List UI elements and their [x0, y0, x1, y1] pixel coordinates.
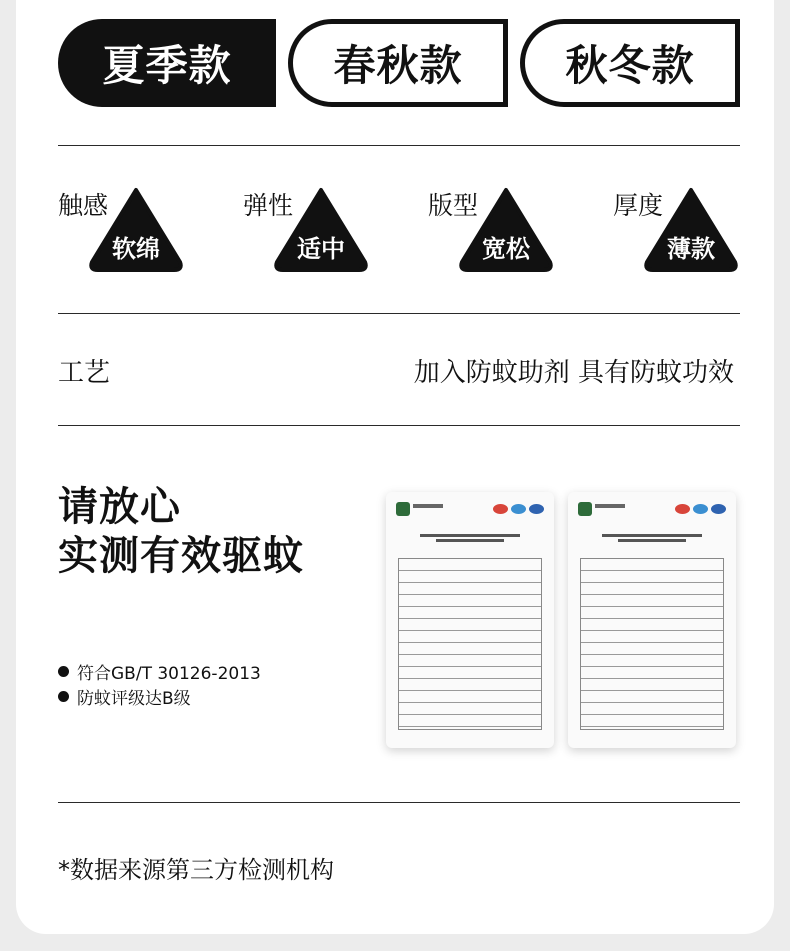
headline-line1: 请放心: [58, 484, 181, 530]
attr-label-touch: 触感: [58, 191, 109, 220]
attr-value-thickness: 薄款: [667, 235, 715, 263]
test-report-image: [386, 492, 554, 748]
certification-marks-icon: [493, 504, 544, 514]
bullet-text: 符合GB/T 30126-2013: [77, 664, 261, 684]
attr-badge-fit: [458, 186, 554, 272]
test-report-image: [568, 492, 736, 748]
craft-value: 加入防蚊助剂 具有防蚊功效: [413, 358, 734, 388]
attr-badge-touch: [88, 186, 184, 272]
attr-label-thickness: 厚度: [613, 191, 664, 220]
bullet-dot-icon: [58, 666, 69, 677]
divider: [58, 145, 740, 146]
divider: [58, 425, 740, 426]
tab-spring-autumn[interactable]: 春秋款: [288, 19, 508, 107]
attr-badge-elasticity: [273, 186, 369, 272]
bullet-standard: [58, 659, 261, 684]
tab-autumn-winter[interactable]: 秋冬款: [520, 19, 740, 107]
divider: [58, 802, 740, 803]
report-table: [398, 558, 542, 730]
bullet-text: 防蚊评级达B级: [77, 689, 191, 709]
content-card: [16, 0, 774, 934]
attr-badge-thickness: [643, 186, 739, 272]
bullet-dot-icon: [58, 691, 69, 702]
attr-label-elasticity: 弹性: [243, 191, 294, 220]
report-table: [580, 558, 724, 730]
bullet-grade: [58, 684, 191, 709]
attr-value-elasticity: 适中: [297, 235, 345, 263]
lab-logo-icon: [396, 502, 410, 516]
lab-logo-icon: [578, 502, 592, 516]
tab-summer[interactable]: 夏季款: [58, 19, 276, 107]
headline-line2: 实测有效驱蚊: [58, 533, 304, 579]
craft-label: 工艺: [58, 358, 111, 388]
attr-value-touch: 软绵: [112, 235, 160, 263]
attr-value-fit: 宽松: [482, 235, 530, 263]
divider: [58, 313, 740, 314]
attr-label-fit: 版型: [428, 191, 479, 220]
certification-marks-icon: [675, 504, 726, 514]
footnote: *数据来源第三方检测机构: [58, 856, 334, 884]
